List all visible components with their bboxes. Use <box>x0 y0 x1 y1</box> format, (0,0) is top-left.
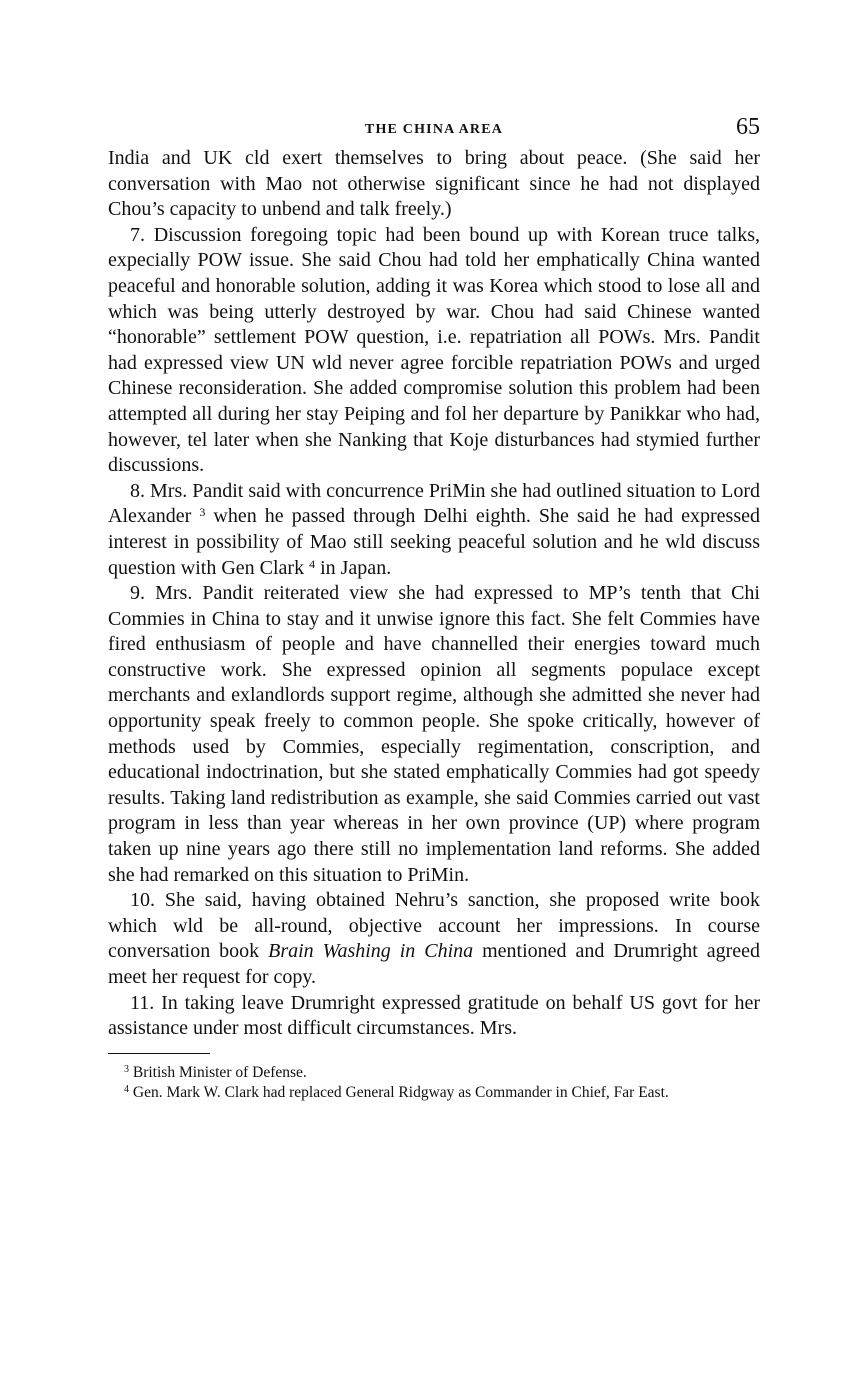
paragraph-10 <box>108 888 760 990</box>
document-page <box>108 112 760 1103</box>
body-text <box>108 146 760 1042</box>
footnote-divider <box>108 1053 210 1054</box>
paragraph-continuation: India and UK cld exert themselves to bring about peace. (She said her conversation with Mao not otherwise significant since he had not displayed Chou’s capacity to unbend and talk freely.) <box>108 147 760 221</box>
footnote-4-mark: 4 <box>124 1083 129 1095</box>
paragraph-8-text-c: in Japan. <box>315 556 392 579</box>
footnote-3-text: British Minister of Defense. <box>129 1063 307 1081</box>
paragraph-10-text-a: 10. She said, having obtained Nehru’s sanction, she proposed write book which wld be all-round, objective account her impressions. In course conversation book <box>108 889 760 963</box>
footnotes <box>108 1063 760 1103</box>
paragraph-8-text-a: 8. Mrs. Pandit said with concurrence PriMin she had outlined situation to Lord Alexander <box>108 479 760 528</box>
footnote-3 <box>108 1063 760 1083</box>
footnote-3-mark: 3 <box>124 1063 129 1075</box>
paragraph-9: 9. Mrs. Pandit reiterated view she had expressed to MP’s tenth that Chi Commies in China to stay and it unwise ignore this fact. She felt Commies have fired enthusiasm of people and have channelled their energies toward much constructive work. She expressed opinion all segments populace except merchants and exlandlords support regime, although she admitted she never had opportunity speak freely to common people. She spoke critically, however of methods used by Commies, especially regimentation, conscription, and educational indoctrination, but she stated emphatically Commies had got speedy results. Taking land redistribution as example, she said Commies carried out vast program in less than year whereas in her own province (UP) where program taken up nine years ago there still no implementation land reforms. She added she had remarked on this situation to PriMin. <box>108 582 760 886</box>
footnote-ref-3: 3 <box>199 505 206 520</box>
paragraph-8-text-b: when he passed through Delhi eighth. She said he had expressed interest in possibility of Mao still seeking peaceful solution and he wld discuss question with Gen Clark <box>108 505 760 579</box>
running-title: THE CHINA AREA <box>364 122 504 137</box>
page-number: 65 <box>736 114 760 140</box>
running-head <box>108 112 760 146</box>
footnote-4 <box>108 1083 760 1103</box>
footnote-4-text: Gen. Mark W. Clark had replaced General Ridgway as Commander in Chief, Far East. <box>129 1083 669 1101</box>
paragraph-7: 7. Discussion foregoing topic had been bound up with Korean truce talks, expecially POW issue. She said Chou had told her emphatically China wanted peaceful and honorable solution, adding it was Korea which stood to lose all and which was being utterly destroyed by war. Chou had said Chinese wanted “honorable” settlement POW question, i.e. repatriation all POWs. Mrs. Pandit had expressed view UN wld never agree forcible repatriation POWs and urged Chinese reconsideration. She added compromise solution this problem had been attempted all during her stay Peiping and fol her departure by Panikkar who had, however, tel later when she Nanking that Koje disturbances had stymied further discussions. <box>108 223 760 477</box>
paragraph-10-text-b: mentioned and Drumright agreed meet her request for copy. <box>108 940 761 988</box>
book-title: Brain Washing in China <box>268 940 474 963</box>
paragraph-11: 11. In taking leave Drumright expressed gratitude on behalf US govt for her assistance under most difficult circumstances. Mrs. <box>108 991 760 1040</box>
footnote-ref-4: 4 <box>309 556 316 571</box>
paragraph-8 <box>108 479 760 581</box>
